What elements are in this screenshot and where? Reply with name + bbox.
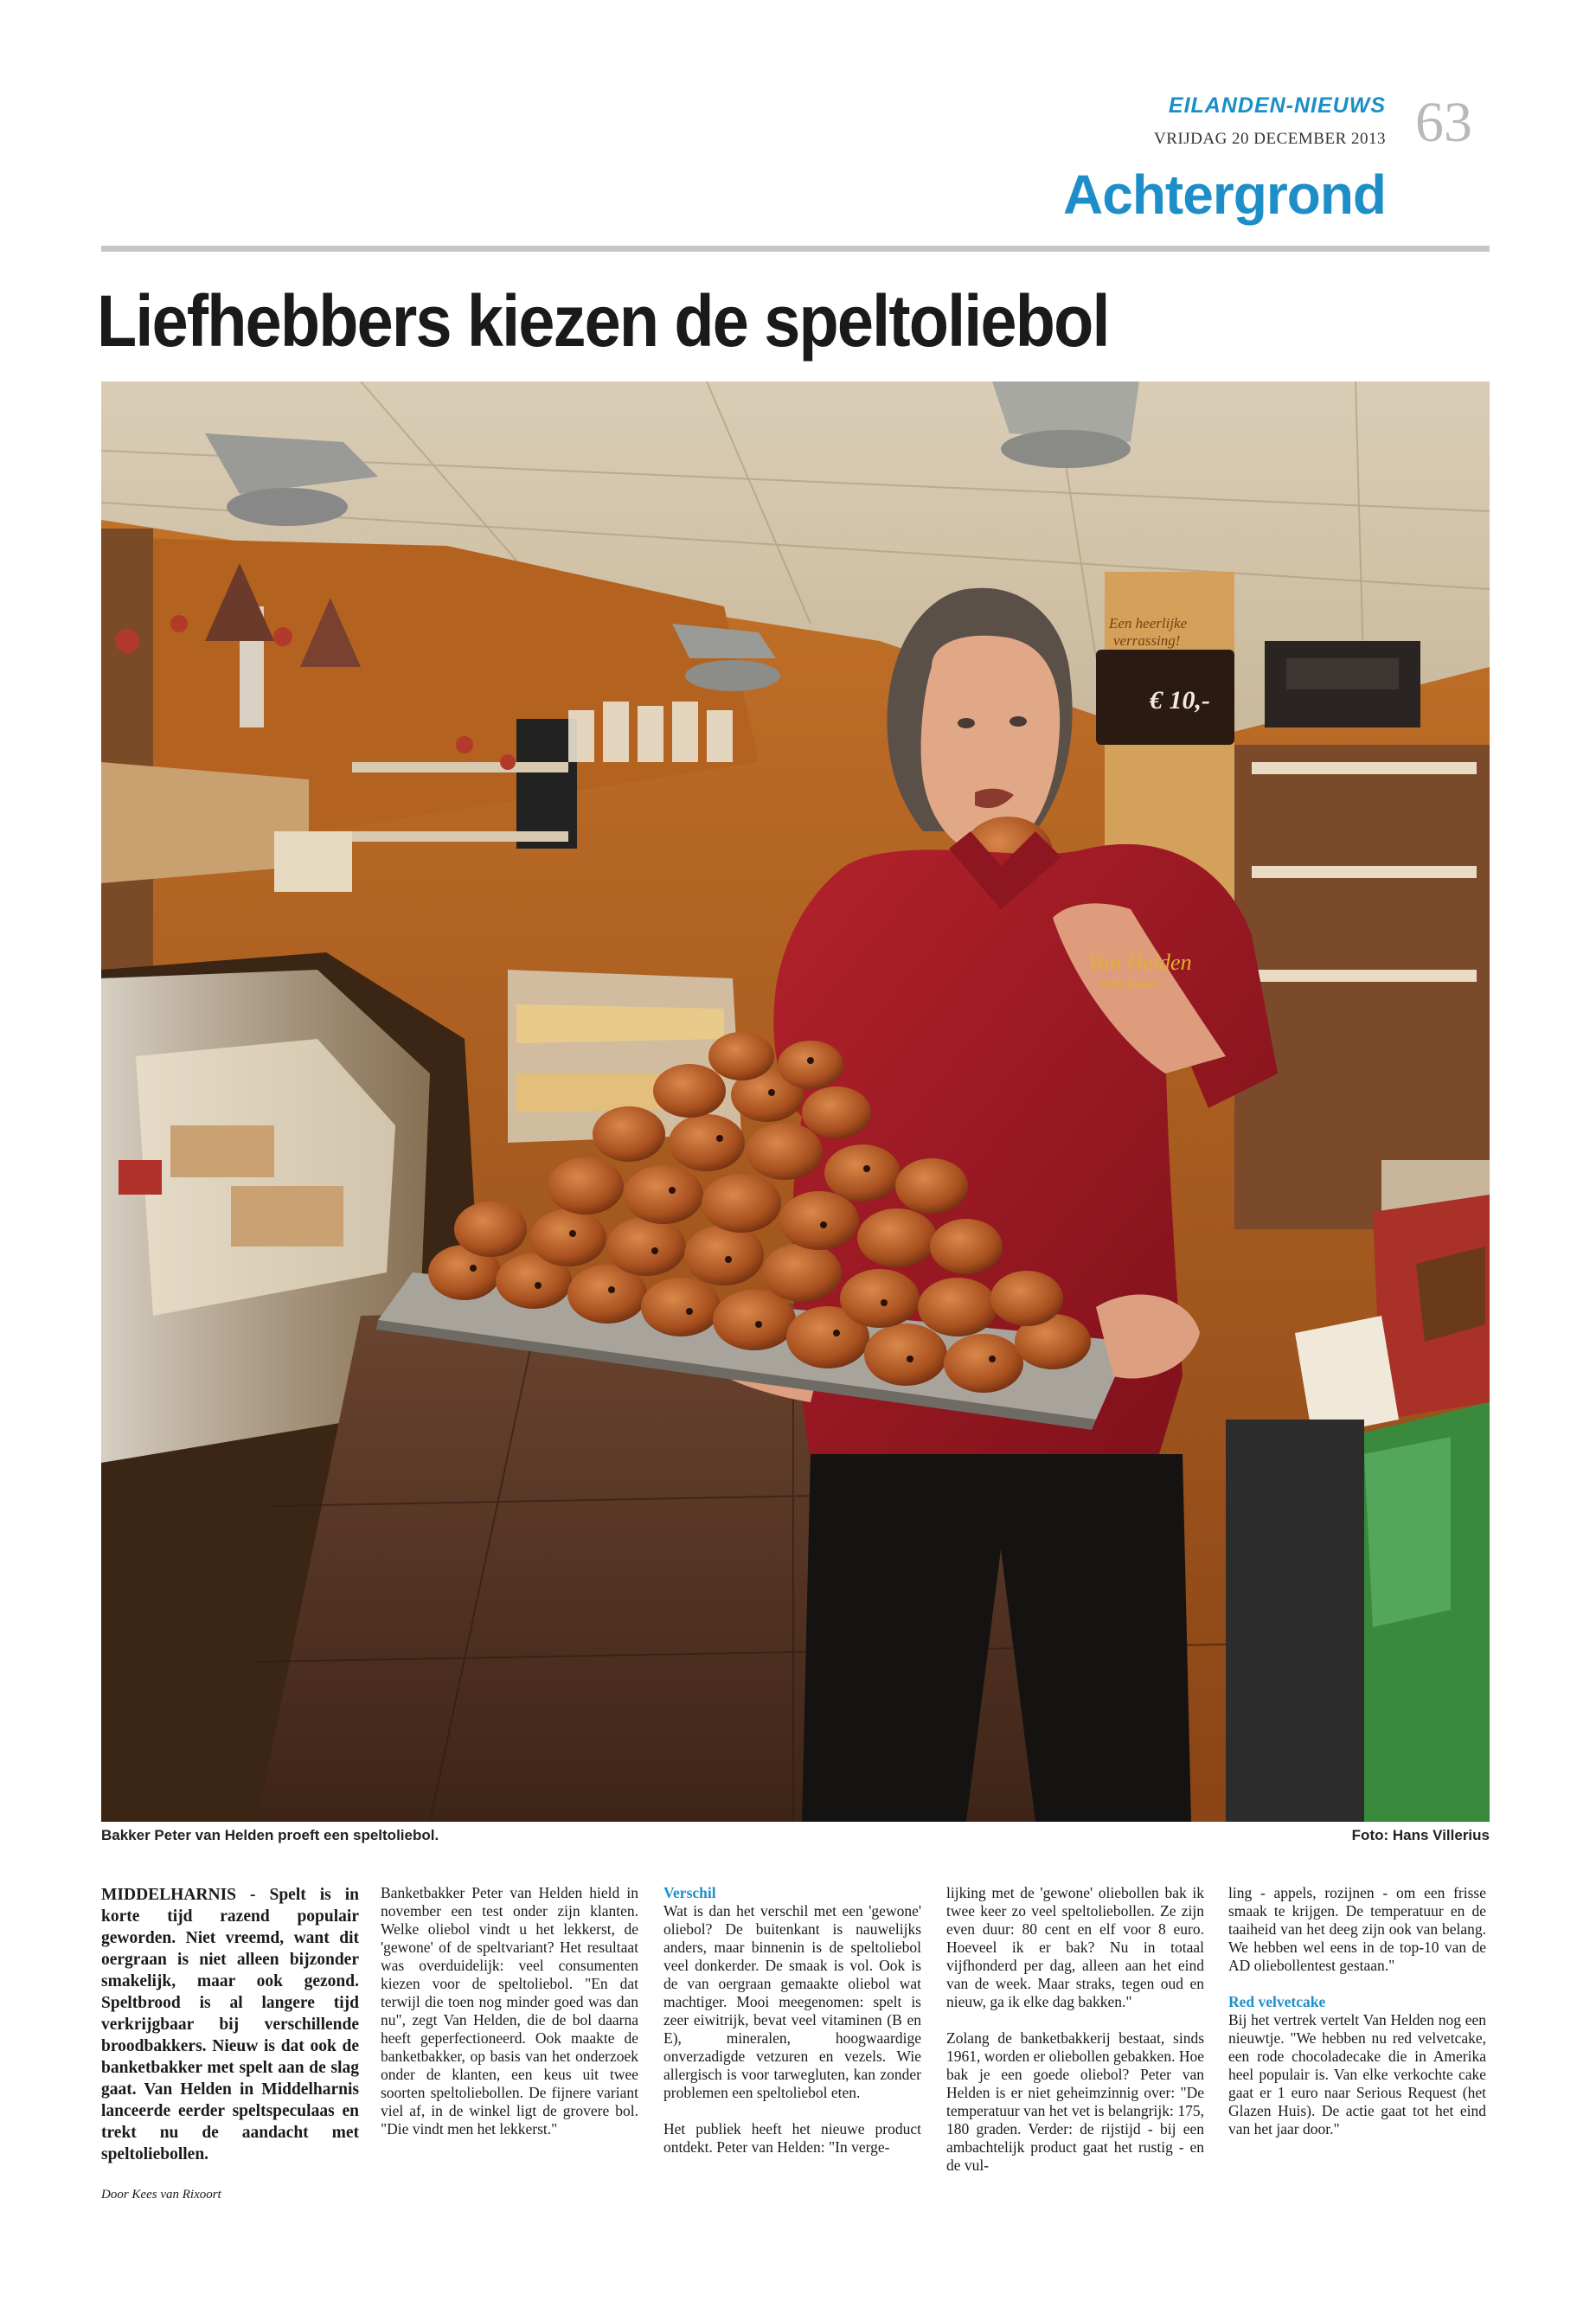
issue-date: VRIJDAG 20 DECEMBER 2013 bbox=[1154, 130, 1386, 148]
newspaper-logo: EILANDEN-NIEUWS bbox=[1168, 93, 1386, 118]
page-number: 63 bbox=[1415, 91, 1472, 154]
article-lead: MIDDELHARNIS - Spelt is in korte tijd razend populair geworden. Niet vreemd, want dit oergraan is niet alleen bijzonder smakelijk, maar ook gezond. Speltbrood is al langere tijd verkrijgbaar bij verschillende broodbakkers. Nieuw is dat ook de banketbakker met spelt aan de slag gaat. Van Helden in Middelharnis lanceerde eerder speltspeculaas en trekt nu de aandacht met speltoliebollen. bbox=[101, 1886, 359, 2163]
shirt-logo: Van Helden bbox=[1087, 950, 1192, 975]
paragraph: Wat is dan het verschil met een 'gewone' oliebol? De buitenkant is nauwelijks anders, maar binnenin is de speltoliebol veel donkerder. De smaak is vol. Ook is de van oergraan gemaakte oliebol wat machtiger. Mooi meegenomen: spelt is zeer eiwitrijk, bevat veel vitaminen (B en E), mineralen, hoogwaardige onverzadigde vetzuren en vezels. Wie allergisch is voor tarwegluten, kan zonder problemen een speltoliebol eten. bbox=[663, 1902, 921, 2101]
article-column-2 bbox=[381, 1884, 638, 2157]
paragraph: Het publiek heeft het nieuwe product ontdekt. Peter van Helden: "In verge- bbox=[663, 2120, 921, 2156]
article-column-5 bbox=[1228, 1884, 1486, 2157]
paragraph: ling - appels, rozijnen - om een frisse smaak te krijgen. De temperatuur en de taaiheid van het deeg zijn ook van belang. We hebben wel eens in de top-10 van de AD oliebollentest gestaan." bbox=[1228, 1884, 1486, 1974]
article-column-4 bbox=[946, 1884, 1204, 2193]
subheading-verschil: Verschil bbox=[663, 1884, 716, 1901]
photo-caption: Bakker Peter van Helden proeft een speltoliebol. bbox=[101, 1827, 439, 1843]
subheading-red-velvetcake: Red velvetcake bbox=[1228, 1993, 1326, 2010]
photo-credit: Foto: Hans Villerius bbox=[1351, 1827, 1490, 1843]
paragraph: Bij het vertrek vertelt Van Helden nog een nieuwtje. "We hebben nu red velvetcake, een rode chocoladecake die in Amerika heel populair is. Van elke verkochte cake gaat er 1 euro naar Serious Request (het Glazen Huis). De actie gaat tot het eind van het jaar door." bbox=[1228, 2011, 1486, 2138]
shirt-logo-sub: echte bakker bbox=[1100, 977, 1158, 990]
article-photo bbox=[101, 381, 1490, 1822]
article-column-3 bbox=[663, 1884, 921, 2175]
article-column-1 bbox=[101, 1884, 359, 2204]
sign-price: € 10,- bbox=[1150, 686, 1210, 715]
article-headline: Liefhebbers kiezen de speltoliebol bbox=[97, 280, 1109, 362]
paragraph: lijking met de 'gewone' oliebollen bak ik twee keer zo veel speltoliebollen. Ze zijn even duur: 80 cent en elf voor 8 euro. Hoeveel ik er bak? Nu in totaal vijfhonderd per dag, alleen aan het eind van de week. Maar straks, tegen oud en nieuw, ga ik elke dag bakken." bbox=[946, 1884, 1204, 2010]
header-rule bbox=[101, 246, 1490, 252]
sign-text-1: Een heerlijke bbox=[1109, 615, 1188, 631]
section-title: Achtergrond bbox=[1063, 163, 1386, 226]
paragraph: Banketbakker Peter van Helden hield in november een test onder zijn klanten. Welke oliebol vindt u het lekkerst, de 'gewone' of de speltvariant? Het resultaat was overduidelijk: veel consumenten kiezen voor de speltoliebol. "En dat terwijl die toen nog minder goed was dan nu", zegt Van Helden, die de bol daarna heeft geperfectioneerd. Ook maakte de banketbakker, op basis van het onderzoek onder de klanten, een keus uit twee soorten speltoliebollen. De fijnere variant viel af, in de winkel ligt de grovere bol. "Die vindt men het lekkerst." bbox=[381, 1884, 638, 2138]
byline: Door Kees van Rixoort bbox=[101, 2188, 221, 2202]
paragraph: Zolang de banketbakkerij bestaat, sinds 1961, worden er oliebollen gebakken. Hoe bak je een goede oliebol? Peter van Helden is er niet geheimzinnig over: "De temperatuur van het vet is belangrijk: 175, 180 graden. Verder: de rijstijd - bij een ambachtelijk product gaat het rustig - en de vul- bbox=[946, 2029, 1204, 2174]
sign-text-2: verrassing! bbox=[1113, 632, 1181, 649]
